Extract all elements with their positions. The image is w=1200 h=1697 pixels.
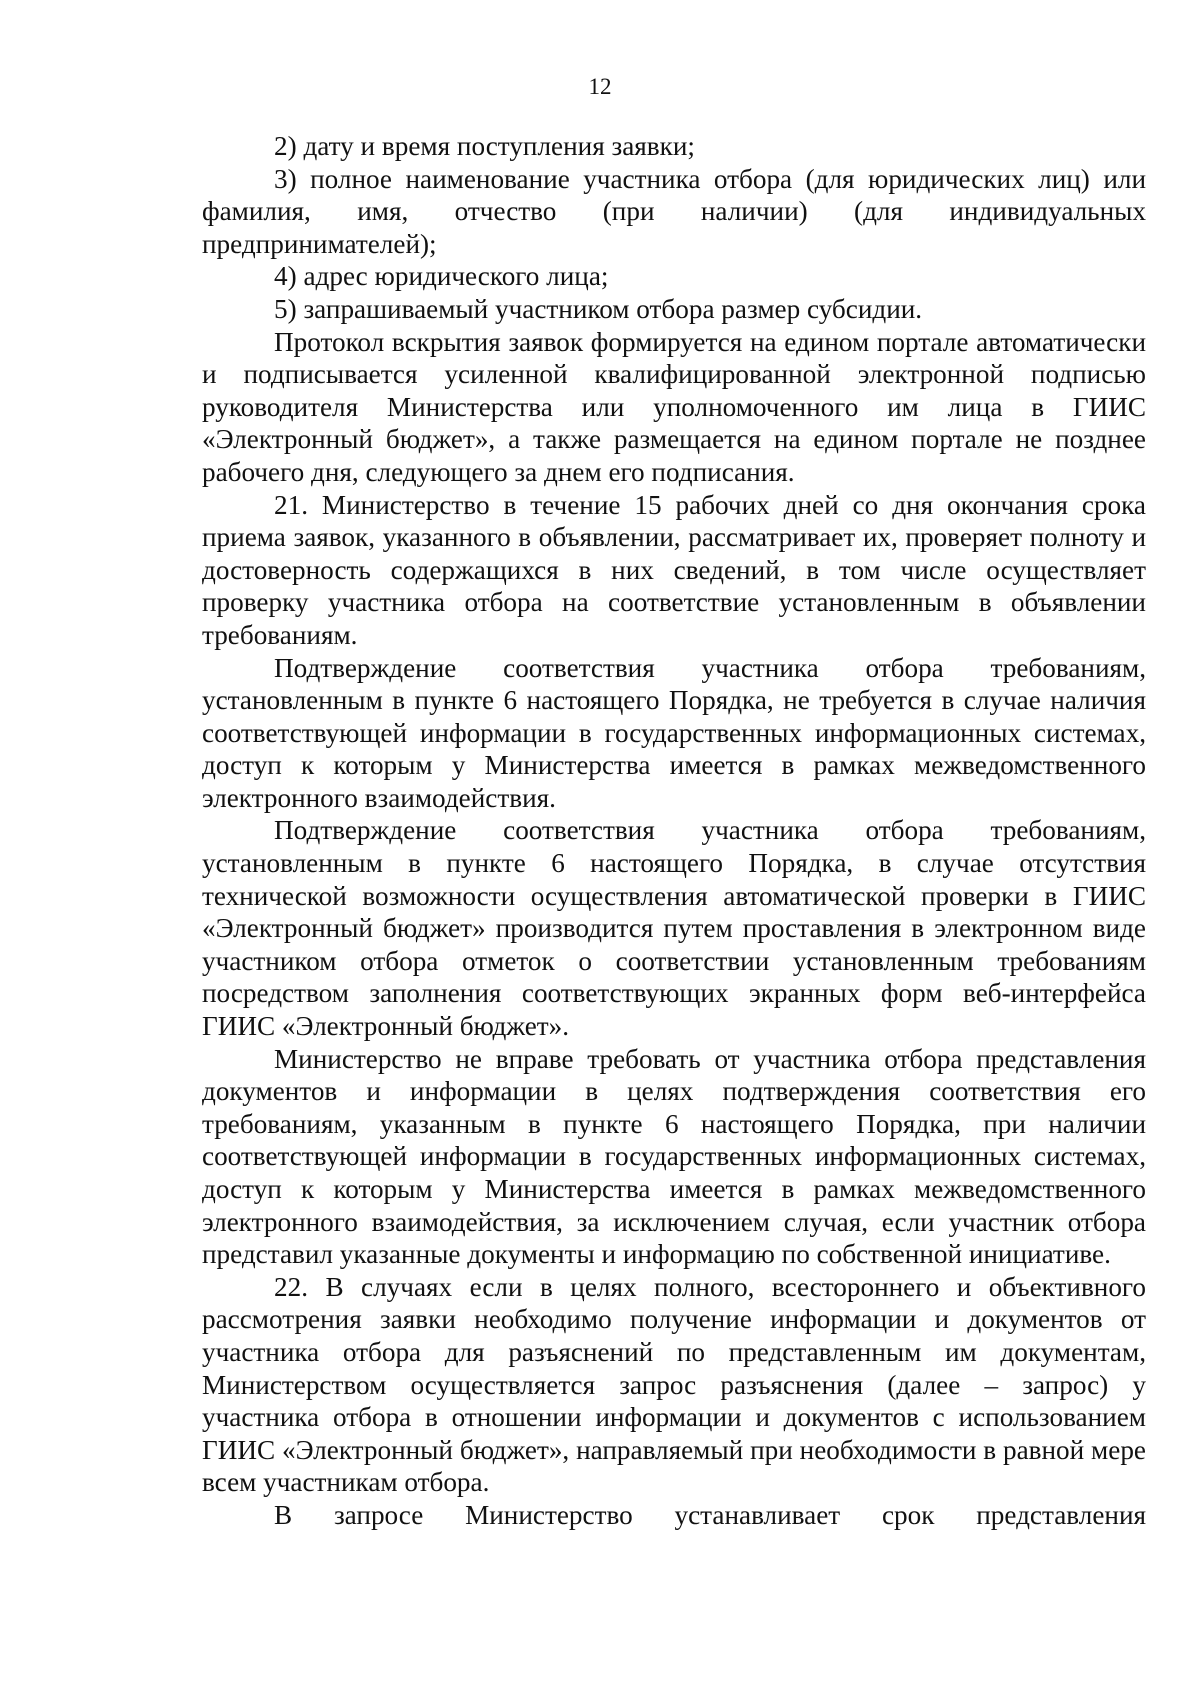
paragraph-item-4: 4) адрес юридического лица; [274,261,609,292]
paragraph-item-3: 3) полное наименование участника отбора (для юридических лиц) или фамилия, имя, отчество (при наличии) (для индивидуальных предпринимателей); [202,163,1146,259]
document-body [202,130,1146,1532]
paragraph-item-2: 2) дату и время поступления заявки; [274,131,695,161]
paragraph-section-22: 22. В случаях если в целях полного, всестороннего и объективного рассмотрения заявки необходимо получение информации и документов от участника отбора для разъяснений по представленным им документам, Министерством осуществляется запрос разъяснения (далее – запрос) у участника отбора в отношении информации и документов с использованием ГИИС «Электронный бюджет», направляемый при необходимости в равной мере всем участникам отбора. [202,1271,1146,1498]
paragraph-request-deadline: В запросе Министерство устанавливает срок представления [274,1499,1146,1530]
page-number: 12 [588,74,612,99]
paragraph-section-21: 21. Министерство в течение 15 рабочих дней со дня окончания срока приема заявок, указанного в объявлении, рассматривает их, проверяет полноту и достоверность содержащихся в них сведений, в том числе осуществляет проверку участника отбора на соответствие установленным в объявлении требованиям. [202,489,1146,650]
paragraph-confirmation-2: Подтверждение соответствия участника отбора требованиям, установленным в пункте 6 настоящего Порядка, в случае отсутствия технической возможности осуществления автоматической проверки в ГИИС «Электронный бюджет» производится путем проставления в электронном виде участником отбора отметок о соответствии установленным требованиям посредством заполнения соответствующих экранных форм веб-интерфейса ГИИС «Электронный бюджет». [202,815,1146,1042]
paragraph-protocol: Протокол вскрытия заявок формируется на едином портале автоматически и подписывается усиленной квалифицированной электронной подписью руководителя Министерства или уполномоченного им лица в ГИИС «Электронный бюджет», а также размещается на едином портале не позднее рабочего дня, следующего за днем его подписания. [202,326,1146,487]
paragraph-item-5: 5) запрашиваемый участником отбора размер субсидии. [274,293,923,324]
paragraph-confirmation-1: Подтверждение соответствия участника отбора требованиям, установленным в пункте 6 настоящего Порядка, не требуется в случае наличия соответствующей информации в государственных информационных системах, доступ к которым у Министерства имеется в рамках межведомственного электронного взаимодействия. [202,652,1146,813]
paragraph-ministry-rights: Министерство не вправе требовать от участника отбора представления документов и информации в целях подтверждения соответствия его требованиям, указанным в пункте 6 настоящего Порядка, при наличии соответствующей информации в государственных информационных системах, доступ к которым у Министерства имеется в рамках межведомственного электронного взаимодействия, за исключением случая, если участник отбора представил указанные документы и информацию по собственной инициативе. [202,1043,1146,1270]
